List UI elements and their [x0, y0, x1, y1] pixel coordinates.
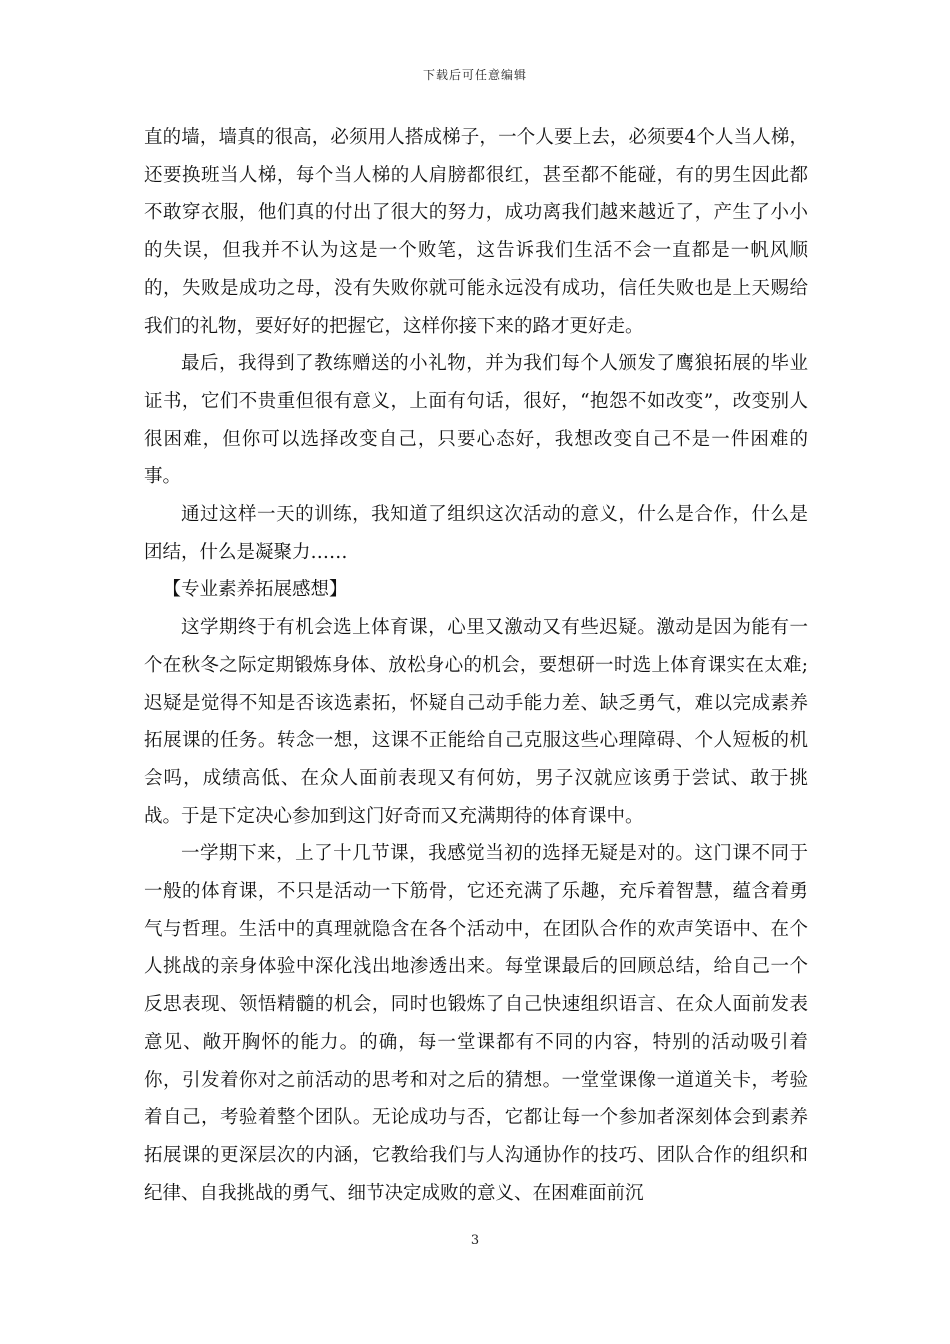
- paragraph-continued: 直的墙，墙真的很高，必须用人搭成梯子，一个人要上去，必须要4个人当人梯，还要换班当人梯，每个当人梯的人肩膀都很红，甚至都不能碰，有的男生因此都不敢穿衣服，他们真的付出了很大的努力，成功离我们越来越近了，产生了小小的失误，但我并不认为这是一个败笔，这告诉我们生活不会一直都是一帆风顺的，失败是成功之母，没有失败你就可能永远没有成功，信任失败也是上天赐给我们的礼物，要好好的把握它，这样你接下来的路才更好走。: [144, 127, 808, 337]
- page-header: 下载后可任意编辑: [422, 68, 527, 82]
- section-heading: 【专业素养拓展感想】: [162, 579, 348, 601]
- paragraph: 这学期终于有机会选上体育课，心里又激动又有些迟疑。激动是因为能有一个在秋冬之际定期锻炼身体、放松身心的机会，要想研一时选上体育课实在太难;迟疑是觉得不知是否该选素拓，怀疑自己动手能力差、缺乏勇气，难以完成素养拓展课的任务。转念一想，这课不正能给自己克服这些心理障碍、个人短板的机会吗，成绩高低、在众人面前表现又有何妨，男子汉就应该勇于尝试、敢于挑战。于是下定决心参加到这门好奇而又充满期待的体育课中。: [144, 617, 808, 827]
- paragraph: 一学期下来，上了十几节课，我感觉当初的选择无疑是对的。这门课不同于一般的体育课，不只是活动一下筋骨，它还充满了乐趣，充斥着智慧，蕴含着勇气与哲理。生活中的真理就隐含在各个活动中，在团队合作的欢声笑语中、在个人挑战的亲身体验中深化浅出地渗透出来。每堂课最后的回顾总结，给自己一个反思表现、领悟精髓的机会，同时也锻炼了自己快速组织语言、在众人面前发表意见、敞开胸怀的能力。的确，每一堂课都有不同的内容，特别的活动吸引着你，引发着你对之前活动的思考和对之后的猜想。一堂堂课像一道道关卡，考验着自己，考验着整个团队。无论成功与否，它都让每一个参加者深刻体会到素养拓展课的更深层次的内涵，它教给我们与人沟通协作的技巧、团队合作的组织和纪律、自我挑战的勇气、细节决定成败的意义、在困难面前沉: [144, 843, 808, 1204]
- page-number: 3: [470, 1233, 480, 1248]
- paragraph: 最后，我得到了教练赠送的小礼物，并为我们每个人颁发了鹰狼拓展的毕业证书，它们不贵重但很有意义，上面有句话，很好，“抱怨不如改变”，改变别人很困难，但你可以选择改变自己，只要心态好，我想改变自己不是一件困难的事。: [144, 353, 808, 488]
- paragraph: 通过这样一天的训练，我知道了组织这次活动的意义，什么是合作，什么是团结，什么是凝聚力……: [144, 504, 808, 563]
- document-body: [144, 119, 808, 1212]
